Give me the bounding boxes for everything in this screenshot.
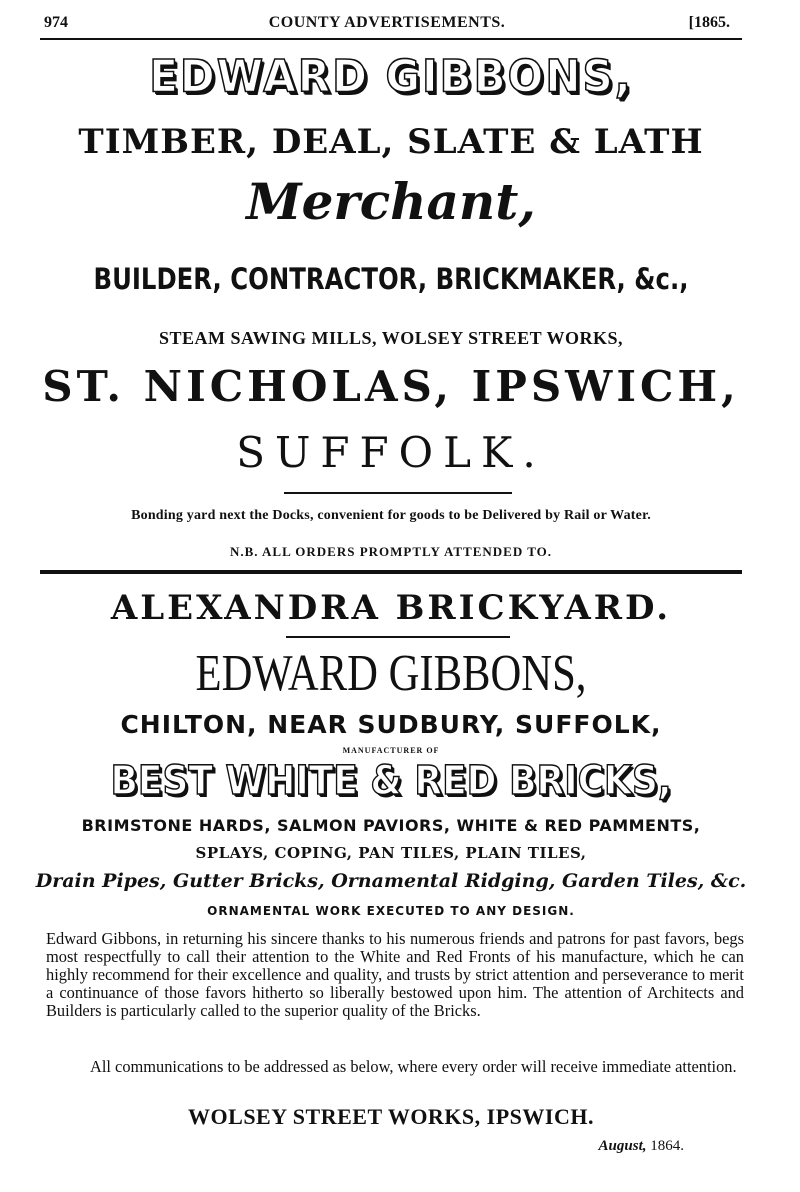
running-header xyxy=(44,14,730,36)
header-year: [1865. xyxy=(688,14,730,31)
ad1-trade-line3: BUILDER, CONTRACTOR, BRICKMAKER, &c., xyxy=(93,262,689,296)
ad2-date xyxy=(599,1138,684,1155)
ad1-works: STEAM SAWING MILLS, WOLSEY STREET WORKS, xyxy=(159,328,623,348)
page-number: 974 xyxy=(44,14,68,31)
ad1-bonding-note: Bonding yard next the Docks, convenient for goods to be Delivered by Rail or Water. xyxy=(131,508,651,523)
ad1-trade-line1: TIMBER, DEAL, SLATE & LATH xyxy=(78,122,704,162)
ad2-manufacturer-of: MANUFACTURER OF xyxy=(342,746,440,755)
ad1-nb-note: N.B. ALL ORDERS PROMPTLY ATTENDED TO. xyxy=(229,544,553,559)
ad2-ornamental-note: ORNAMENTAL WORK EXECUTED TO ANY DESIGN. xyxy=(207,904,575,918)
ad2-paragraph1: Edward Gibbons, in returning his sincere thanks to his numerous friends and patrons for past favors, begs most respectfully to call their attention to the White and Red Fronts of his manufacture, which he can highly recommend for their excellence and quality, and trusts by strict attention and perseverance to merit a continuance of those favors hitherto so liberally bestowed upon him. The attention of Architects and Builders is particularly called to the superior quality of the Bricks. xyxy=(46,929,744,1020)
section-divider xyxy=(40,570,742,574)
ad2-date-year: 1864. xyxy=(650,1138,684,1154)
ad1-divider xyxy=(284,492,512,494)
running-title: COUNTY ADVERTISEMENTS. xyxy=(268,14,506,31)
ad2-products-line2: SPLAYS, COPING, PAN TILES, PLAIN TILES, xyxy=(195,844,587,862)
ad2-paragraph2: All communications to be addressed as below, where every order will receive immediate attention. xyxy=(90,1057,737,1076)
ad1-trade-line2: Merchant, xyxy=(246,172,536,231)
ad2-products-line3: Drain Pipes, Gutter Bricks, Ornamental Ridging, Garden Tiles, &c. xyxy=(35,870,747,892)
ad2-divider xyxy=(286,636,510,638)
ad2-address: WOLSEY STREET WORKS, IPSWICH. xyxy=(188,1104,594,1129)
ad1-place: ST. NICHOLAS, IPSWICH, xyxy=(42,362,740,411)
header-rule xyxy=(40,38,742,40)
ad2-date-month: August, xyxy=(598,1138,647,1154)
ad2-location: CHILTON, NEAR SUDBURY, SUFFOLK, xyxy=(120,710,662,739)
ad2-name: EDWARD GIBBONS, xyxy=(195,645,587,702)
ad2-products-line1: BRIMSTONE HARDS, SALMON PAVIORS, WHITE & RED PAMMENTS, xyxy=(81,816,701,835)
ad2-heading: ALEXANDRA BRICKYARD. xyxy=(110,588,672,628)
ad2-product-main: BEST WHITE & RED BRICKS, xyxy=(110,758,672,804)
ad1-county: SUFFOLK. xyxy=(236,428,546,477)
ad1-name: EDWARD GIBBONS, xyxy=(149,50,633,103)
